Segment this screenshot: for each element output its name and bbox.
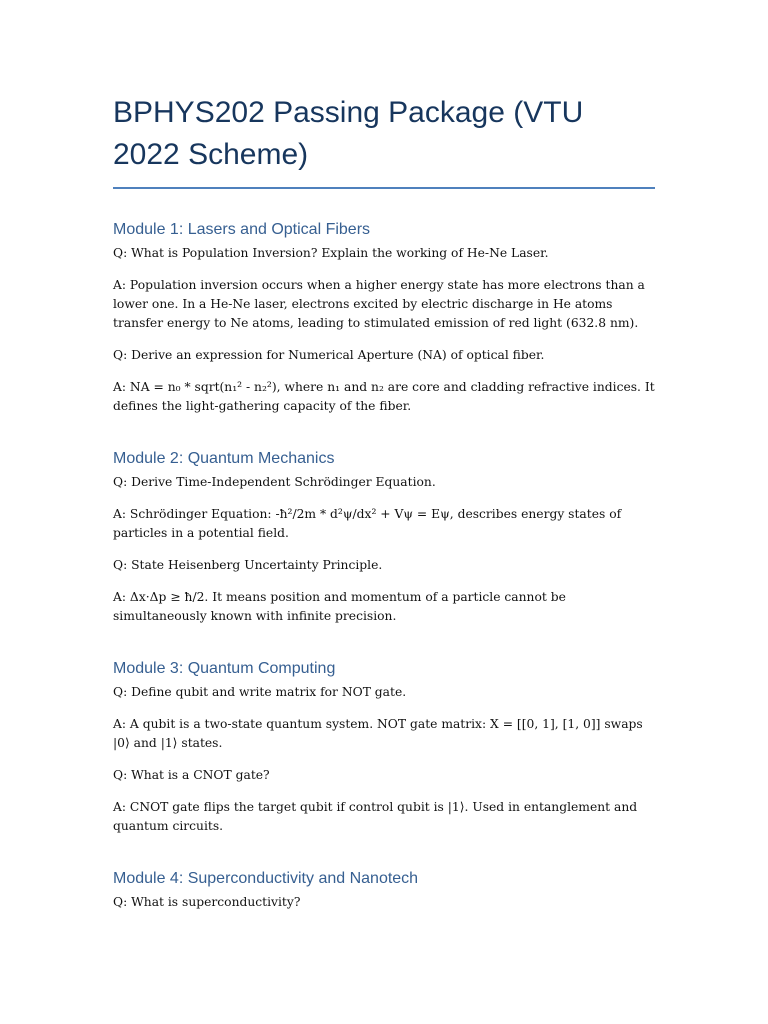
answer-text: A: Population inversion occurs when a higher energy state has more electrons than a lower one. In a He-Ne laser, electrons excited by electric discharge in He atoms transfer energy to Ne atoms, leading to stimulated emission of red light (632.8 nm).	[113, 278, 645, 330]
question-text: Q: What is superconductivity?	[113, 895, 301, 909]
module-4-section	[113, 869, 655, 912]
module-1-section	[113, 220, 655, 416]
document-title: BPHYS202 Passing Package (VTU 2022 Scheme)	[113, 96, 584, 171]
question-text: Q: State Heisenberg Uncertainty Principle.	[113, 558, 383, 572]
answer-text: A: A qubit is a two-state quantum system. NOT gate matrix: X = [[0, 1], [1, 0]] swaps |0⟩ and |1⟩ states.	[113, 717, 643, 750]
question-text: Q: What is a CNOT gate?	[113, 768, 270, 782]
answer-text: A: CNOT gate flips the target qubit if control qubit is |1⟩. Used in entanglement and quantum circuits.	[113, 800, 638, 833]
module-3-section	[113, 659, 655, 836]
question-text: Q: Define qubit and write matrix for NOT gate.	[113, 685, 407, 699]
module-2-section	[113, 449, 655, 626]
module-heading: Module 2: Quantum Mechanics	[113, 450, 335, 467]
question-text: Q: What is Population Inversion? Explain the working of He-Ne Laser.	[113, 246, 549, 260]
document-page	[113, 92, 655, 912]
module-heading: Module 1: Lasers and Optical Fibers	[113, 221, 371, 238]
question-text: Q: Derive Time-Independent Schrödinger Equation.	[113, 475, 436, 489]
title-divider	[113, 187, 655, 189]
module-heading: Module 3: Quantum Computing	[113, 660, 336, 677]
answer-text: A: Δx·Δp ≥ ħ/2. It means position and momentum of a particle cannot be simultaneously known with infinite precision.	[113, 590, 566, 623]
module-heading: Module 4: Superconductivity and Nanotech	[113, 870, 419, 887]
question-text: Q: Derive an expression for Numerical Aperture (NA) of optical fiber.	[113, 348, 545, 362]
answer-text: A: Schrödinger Equation: -ħ²/2m * d²ψ/dx² + Vψ = Eψ, describes energy states of particles in a potential field.	[113, 507, 622, 540]
answer-text: A: NA = n₀ * sqrt(n₁² - n₂²), where n₁ and n₂ are core and cladding refractive indices. It defines the light-gathering capacity of the fiber.	[113, 380, 655, 413]
